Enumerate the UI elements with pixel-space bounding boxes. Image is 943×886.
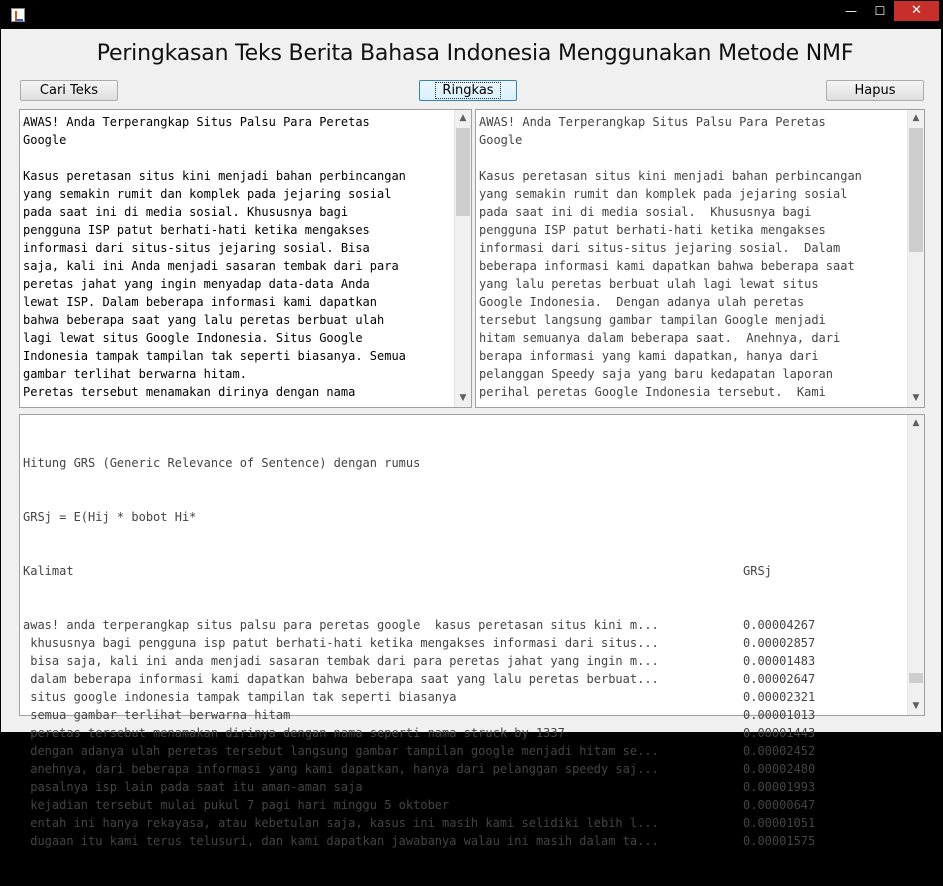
title-bar <box>1 1 943 29</box>
grs-row-sentence: awas! anda terperangkap situs palsu para peretas google kasus peretasan situs kini m... <box>23 618 659 632</box>
grs-row-sentence: kejadian tersebut mulai pukul 7 pagi hari minggu 5 oktober <box>23 798 450 812</box>
summary-text: AWAS! Anda Terperangkap Situs Palsu Para Peretas Google Kasus peretasan situs kini menjadi bahan perbincangan yang semakin rumit dan komplek pada jejaring sosial pada saat ini di media sosial. Khususnya bagi pengguna ISP patut berhati-hati ketika mengakses informasi dari situs-situs jejaring sosial. Dalam beberapa informasi kami dapatkan bahwa beberapa saat yang lalu peretas berbuat ulah lagi lewat situs Google Indonesia. Dengan adanya ulah peretas tersebut langsung gambar tampilan Google menjadi hitam semuanya dalam beberapa saat. Anehnya, dari berapa informasi yang kami dapatkan, hanya dari pelanggan Speedy saja yang baru kedapatan laporan perihal peretas Google Indonesia tersebut. Kami <box>479 115 862 399</box>
grs-row-sentence: pasalnya isp lain pada saat itu aman-aman saja <box>23 780 363 794</box>
grs-row-sentence: dugaan itu kami terus telusuri, dan kami dapatkan jawabanya walau ini masih dalam ta... <box>23 834 659 848</box>
grs-row-sentence: entah ini hanya rekayasa, atau kebetulan saja, kasus ini masih kami selidiki lebih l... <box>23 816 659 830</box>
grs-row <box>23 706 815 724</box>
grs-row-score: 0.00000647 <box>743 798 816 812</box>
grs-row <box>23 616 815 634</box>
grs-row <box>23 724 815 742</box>
grs-row-sentence: peretas tersebut menamakan dirinya dengan nama seperti nama struck by 1337 <box>23 726 565 740</box>
grs-col-sentence: Kalimat <box>23 564 74 578</box>
grs-row <box>23 832 815 850</box>
summarize-button[interactable] <box>419 80 517 101</box>
grs-row-score: 0.00002857 <box>743 636 816 650</box>
scroll-thumb[interactable] <box>909 673 923 683</box>
scroll-down-arrow-icon[interactable]: ▼ <box>459 393 467 403</box>
java-app-icon <box>11 8 25 22</box>
maximize-button[interactable]: ☐ <box>874 4 886 18</box>
grs-row <box>23 760 815 778</box>
grs-row <box>23 688 815 706</box>
grs-row <box>23 742 815 760</box>
grs-row-score: 0.00001575 <box>743 834 816 848</box>
grs-row-score: 0.00002480 <box>743 762 816 776</box>
clear-button[interactable]: Hapus <box>826 80 924 101</box>
page-title: Peringkasan Teks Berita Bahasa Indonesia Menggunakan Metode NMF <box>96 41 854 66</box>
grs-header-row <box>23 562 815 580</box>
scroll-up-arrow-icon[interactable]: ▲ <box>459 113 467 123</box>
grs-rows <box>23 616 815 850</box>
grs-row-sentence: dalam beberapa informasi kami dapatkan bahwa beberapa saat yang lalu peretas berbuat... <box>23 672 659 686</box>
source-text: AWAS! Anda Terperangkap Situs Palsu Para Peretas Google Kasus peretasan situs kini menjadi bahan perbincangan yang semakin rumit dan komplek pada jejaring sosial pada saat ini di media sosial. Khususnya bagi pengguna ISP patut berhati-hati ketika mengakses informasi dari situs-situs jejaring sosial. Bisa saja, kali ini Anda menjadi sasaran tembak dari para peretas jahat yang ingin menyadap data-data Anda lewat ISP. Dalam beberapa informasi kami dapatkan bahwa beberapa saat yang lalu peretas berbuat ulah lagi lewat situs Google Indonesia. Situs Google Indonesia tampak tampilan tak seperti biasanya. Semua gambar terlihat berwarna hitam. Peretas tersebut menamakan dirinya dengan nama <box>23 115 406 399</box>
grs-row <box>23 778 815 796</box>
grs-row-score: 0.00001443 <box>743 726 816 740</box>
summary-scrollbar[interactable] <box>907 110 924 407</box>
grs-row-score: 0.00001483 <box>743 654 816 668</box>
grs-row-sentence: dengan adanya ulah peretas tersebut langsung gambar tampilan google menjadi hitam se... <box>23 744 659 758</box>
grs-row-score: 0.00002321 <box>743 690 816 704</box>
grs-row <box>23 652 815 670</box>
grs-row-sentence: bisa saja, kali ini anda menjadi sasaran tembak dari para peretas jahat yang ingin m... <box>23 654 659 668</box>
grs-heading: Hitung GRS (Generic Relevance of Sentence) dengan rumus <box>23 456 421 470</box>
grs-row-score: 0.00001051 <box>743 816 816 830</box>
summary-text-area[interactable] <box>475 109 925 408</box>
grs-row-score: 0.00004267 <box>743 618 816 632</box>
grs-output-area[interactable] <box>19 414 925 848</box>
scroll-down-arrow-icon[interactable]: ▼ <box>912 393 920 403</box>
close-button[interactable]: ✕ <box>894 1 939 21</box>
source-text-area[interactable] <box>19 109 472 408</box>
grs-row-score: 0.00001993 <box>743 780 816 794</box>
grs-row-sentence: khususnya bagi pengguna isp patut berhati-hati ketika mengakses informasi dari situs... <box>23 636 659 650</box>
scroll-up-arrow-icon[interactable]: ▲ <box>912 113 920 123</box>
grs-scrollbar[interactable] <box>907 415 924 715</box>
scroll-up-arrow-icon[interactable]: ▲ <box>912 418 920 428</box>
grs-row <box>23 814 815 832</box>
scroll-thumb[interactable] <box>456 128 470 216</box>
grs-row-score: 0.00002452 <box>743 744 816 758</box>
search-text-button[interactable]: Cari Teks <box>20 80 118 101</box>
scroll-down-arrow-icon[interactable]: ▼ <box>912 701 920 711</box>
grs-row <box>23 796 815 814</box>
grs-row-score: 0.00002647 <box>743 672 816 686</box>
grs-col-score: GRSj <box>743 564 772 578</box>
grs-output <box>23 418 815 886</box>
grs-formula: GRSj = E(Hij * bobot Hi* <box>23 510 197 524</box>
grs-row-sentence: anehnya, dari beberapa informasi yang kami dapatkan, hanya dari pelanggan speedy saj... <box>23 762 659 776</box>
grs-row <box>23 634 815 652</box>
grs-row-sentence: situs google indonesia tampak tampilan tak seperti biasanya <box>23 690 457 704</box>
minimize-button[interactable]: — <box>845 4 857 18</box>
summarize-button-label: Ringkas <box>436 83 499 98</box>
source-scrollbar[interactable] <box>454 110 471 407</box>
main-panel <box>9 29 935 848</box>
grs-row-sentence: semua gambar terlihat berwarna hitam <box>23 708 291 722</box>
grs-row <box>23 670 815 688</box>
scroll-thumb[interactable] <box>909 128 923 252</box>
grs-row-score: 0.00001013 <box>743 708 816 722</box>
